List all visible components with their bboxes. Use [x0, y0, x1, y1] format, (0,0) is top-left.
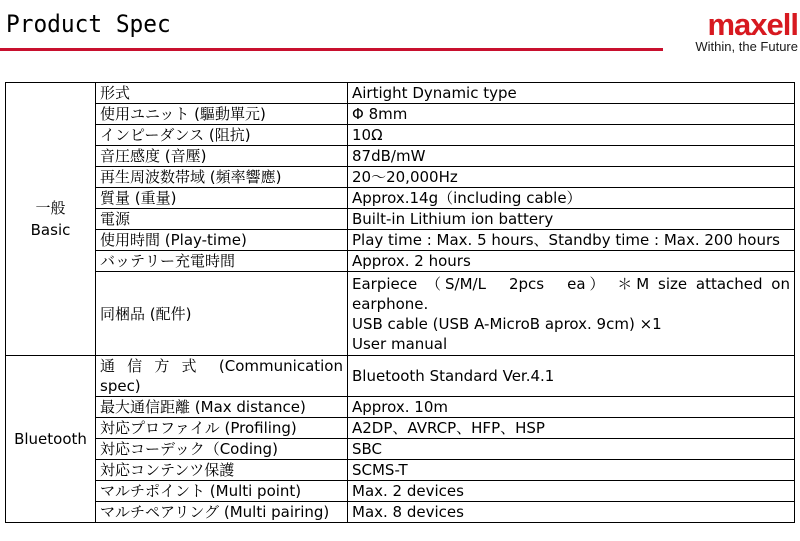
spec-value	[348, 209, 795, 230]
spec-value	[348, 104, 795, 125]
spec-row	[6, 209, 795, 230]
spec-value-line: Max. 8 devices	[352, 503, 464, 521]
spec-row	[6, 146, 795, 167]
spec-row	[6, 397, 795, 418]
spec-row	[6, 188, 795, 209]
spec-value-line: Bluetooth Standard Ver.4.1	[352, 367, 555, 385]
spec-value-line: Max. 2 devices	[352, 482, 464, 500]
spec-label: 使用時間 (Play-time)	[96, 230, 348, 251]
spec-value-line: SBC	[352, 440, 383, 458]
spec-row	[6, 251, 795, 272]
spec-label: 再生周波数帯域 (頻率響應)	[96, 167, 348, 188]
spec-label: 質量 (重量)	[96, 188, 348, 209]
spec-label: 電源	[96, 209, 348, 230]
spec-label: バッテリー充電時間	[96, 251, 348, 272]
spec-label: 形式	[96, 83, 348, 104]
category-label-jp: 一般	[35, 199, 66, 217]
spec-row	[6, 230, 795, 251]
spec-value	[348, 502, 795, 523]
spec-value-line: Approx.14g（including cable）	[352, 189, 582, 207]
spec-row	[6, 167, 795, 188]
spec-value	[348, 230, 795, 251]
spec-row	[6, 125, 795, 146]
spec-label: マルチペアリング (Multi pairing)	[96, 502, 348, 523]
section-category	[6, 83, 96, 356]
spec-value-line: User manual	[352, 334, 448, 353]
spec-value-line: Φ 8mm	[352, 105, 408, 123]
spec-row	[6, 356, 795, 397]
spec-row	[6, 502, 795, 523]
spec-row	[6, 460, 795, 481]
spec-value	[348, 356, 795, 397]
spec-value-line: 87dB/mW	[352, 147, 426, 165]
spec-row	[6, 418, 795, 439]
spec-value	[348, 167, 795, 188]
category-label-en: Basic	[30, 221, 71, 239]
spec-value-line: Built-in Lithium ion battery	[352, 210, 554, 228]
logo-tagline: Within, the Future	[695, 39, 798, 54]
spec-label: 音圧感度 (音壓)	[96, 146, 348, 167]
spec-value-line: Earpiece （S/M/L 2pcs ea） ＊M size attached on earphone.	[352, 274, 790, 313]
spec-value	[348, 397, 795, 418]
spec-value-line: Airtight Dynamic type	[352, 84, 517, 102]
spec-value-line: SCMS-T	[352, 461, 408, 479]
spec-value	[348, 83, 795, 104]
spec-value-line: Approx. 2 hours	[352, 252, 471, 270]
spec-value	[348, 125, 795, 146]
spec-label: 対応プロファイル (Profiling)	[96, 418, 348, 439]
spec-value-line: USB cable (USB A-MicroB aprox. 9cm) ×1	[352, 314, 662, 333]
spec-value	[348, 251, 795, 272]
spec-row	[6, 439, 795, 460]
spec-value-line: Play time : Max. 5 hours、Standby time : Max. 200 hours	[352, 231, 780, 249]
spec-value-line: 20～20,000Hz	[352, 168, 458, 186]
maxell-logo	[676, 8, 798, 54]
spec-value	[348, 188, 795, 209]
spec-row	[6, 83, 795, 104]
spec-label: 対応コンテンツ保護	[96, 460, 348, 481]
spec-value	[348, 146, 795, 167]
spec-value-line: 10Ω	[352, 126, 383, 144]
spec-value	[348, 460, 795, 481]
spec-value	[348, 439, 795, 460]
spec-label: 通 信 方 式 (Communication spec)	[96, 356, 348, 397]
section-category	[6, 356, 96, 523]
spec-value	[348, 481, 795, 502]
spec-row	[6, 481, 795, 502]
spec-label: 対応コーデック（Coding)	[96, 439, 348, 460]
spec-label: 使用ユニット (驅動單元)	[96, 104, 348, 125]
spec-value	[348, 272, 795, 356]
spec-label: 同梱品 (配件)	[96, 272, 348, 356]
spec-label: マルチポイント (Multi point)	[96, 481, 348, 502]
spec-value-line: Approx. 10m	[352, 398, 448, 416]
page-title: Product Spec	[6, 10, 171, 38]
spec-label: インピーダンス (阻抗)	[96, 125, 348, 146]
logo-wordmark: maxell	[707, 7, 798, 42]
spec-row	[6, 104, 795, 125]
spec-value-line: A2DP、AVRCP、HFP、HSP	[352, 419, 545, 437]
title-underline	[0, 48, 663, 51]
spec-label: 最大通信距離 (Max distance)	[96, 397, 348, 418]
spec-table	[5, 82, 795, 523]
spec-value	[348, 418, 795, 439]
category-label-en: Bluetooth	[14, 430, 87, 448]
spec-row	[6, 272, 795, 356]
